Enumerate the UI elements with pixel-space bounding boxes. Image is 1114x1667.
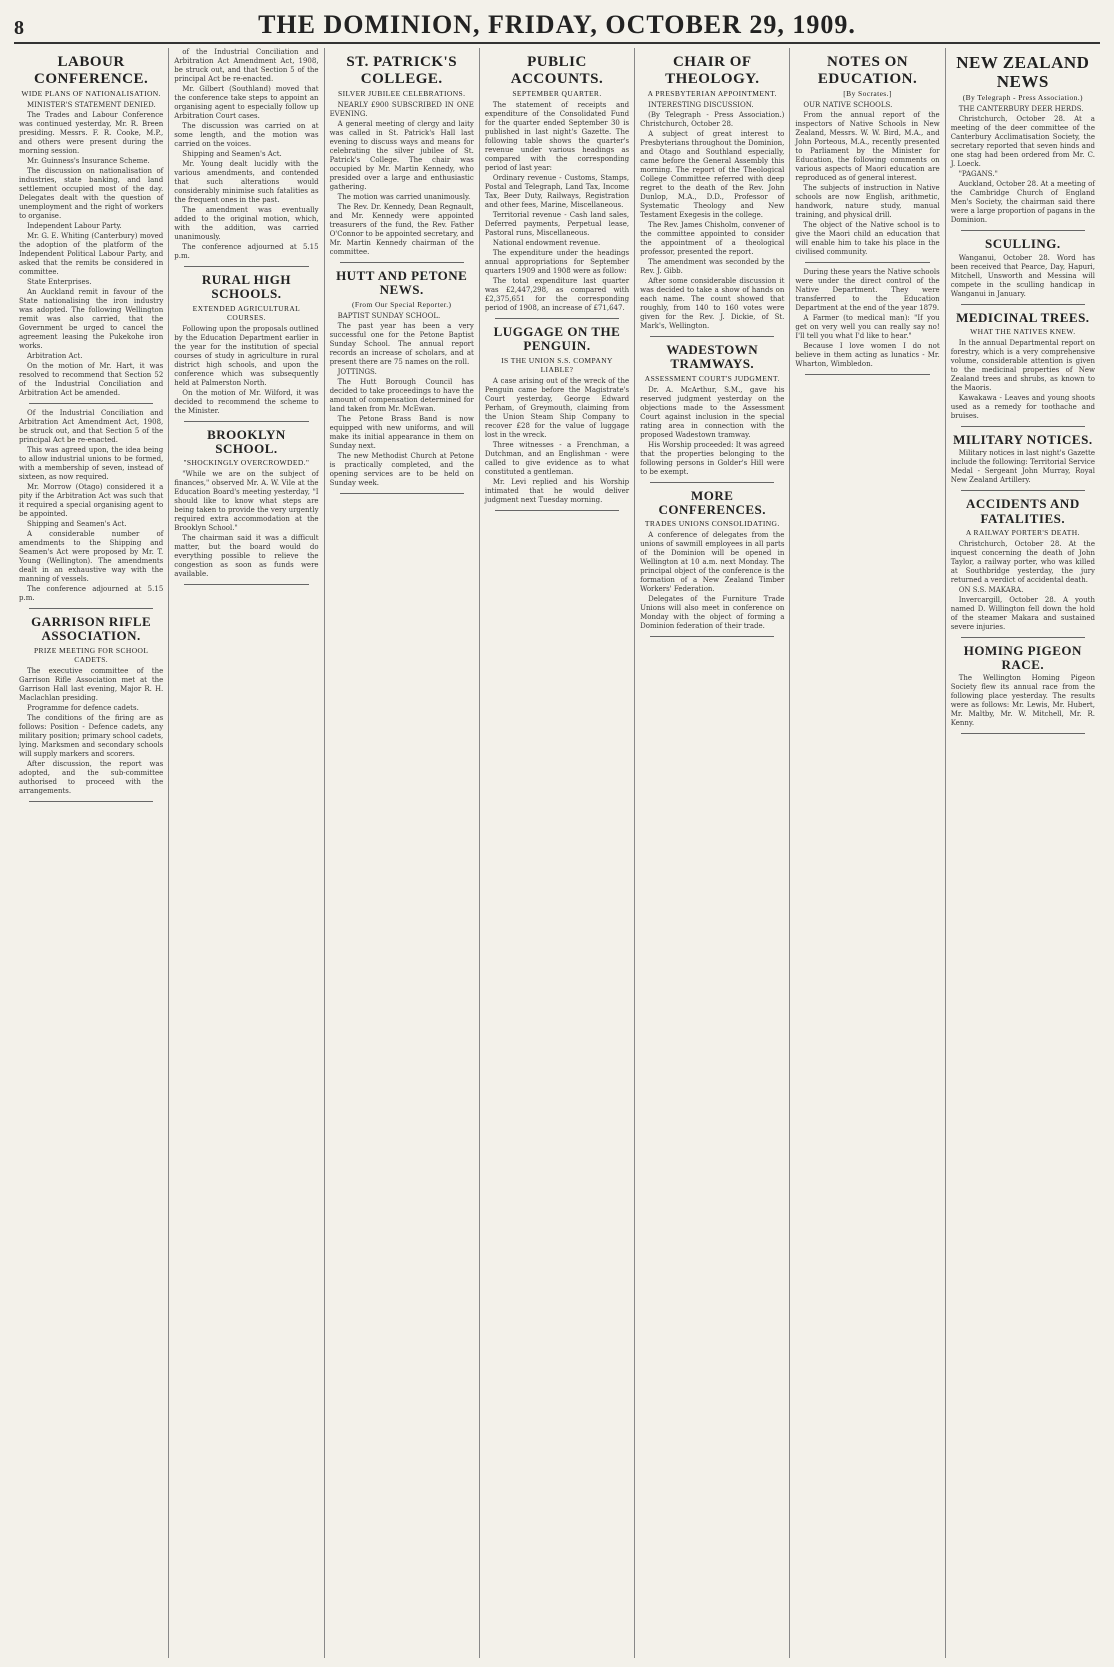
- article-headline: HOMING PIGEON RACE.: [963, 642, 1082, 673]
- article-paragraph: The object of the Native school is to give the Maori child an education that will enable him to take his place in the civilised community.: [795, 221, 940, 256]
- article-body: [19, 101, 163, 398]
- article-headline: MEDICINAL TREES.: [956, 309, 1090, 325]
- article-paragraph: During these years the Native schools were under the direct control of the Native Department. They were transferred to the Education Department at the end of the year 1879.: [795, 268, 940, 312]
- article-paragraph: (By Telegraph - Press Association.) Christchurch, October 28.: [640, 111, 785, 128]
- article-body: [485, 377, 629, 505]
- article-paragraph: INTERESTING DISCUSSION.: [648, 101, 754, 109]
- article-paragraph: Mr. Levi replied and his Worship intimated that he would deliver judgment next Tuesday morning.: [484, 477, 630, 504]
- article-headline: MORE CONFERENCES.: [658, 487, 767, 517]
- article-paragraph: State Enterprises.: [27, 278, 92, 286]
- article-subheading: [By Socrates.]: [843, 89, 892, 98]
- article-paragraph: The expenditure under the headings annual appropriations for September quarters 1909 and 1908 were as follow:: [484, 249, 630, 275]
- article-body: [951, 449, 1095, 485]
- article-headline: LUGGAGE ON THE PENGUIN.: [493, 324, 621, 354]
- article-headline: ST. PATRICK'S COLLEGE.: [346, 54, 458, 87]
- article-body: [330, 101, 474, 257]
- column-5: [635, 48, 790, 1658]
- article-divider: [184, 584, 308, 585]
- article-subheading: WHAT THE NATIVES KNEW.: [970, 326, 1076, 336]
- article-paragraph: An Auckland remit in favour of the State nationalising the iron industry was adopted. The following Wellington remit was also carried, that the Government be urged to cancel the agreement leasing the Pukekohe iron works.: [19, 288, 164, 350]
- article-headline: MILITARY NOTICES.: [953, 431, 1093, 447]
- article-divider: [650, 636, 774, 637]
- article-headline: ACCIDENTS AND FATALITIES.: [965, 496, 1080, 526]
- article-body: [174, 48, 318, 261]
- article-body: [19, 667, 163, 796]
- article-paragraph: BAPTIST SUNDAY SCHOOL.: [337, 311, 441, 320]
- article-paragraph: Dr. A. McArthur, S.M., gave his reserved judgment yesterday on the objections made to the Assessment Court against inclusion in the special rating area in connection with the proposed Wadestown tramway.: [640, 385, 785, 439]
- column-2: [169, 48, 324, 1658]
- masthead: [14, 10, 1100, 44]
- article-paragraph: The conditions of the firing are as follows: Position - Defence cadets, any military position; primary school cadets, lying. Marksmen and secondary schools will supply markers and scorers.: [19, 713, 164, 758]
- article-paragraph: Auckland, October 28. At a meeting of the Cambridge Church of England Men's Society, the chairman said there were a large proportion of pagans in the Dominion.: [950, 180, 1095, 225]
- article-paragraph: The motion was carried unanimously.: [337, 193, 471, 201]
- article-divider: [805, 374, 929, 375]
- article-paragraph: Mr. Morrow (Otago) considered it a pity if the Arbitration Act was such that it required a special organising agent to be appointed.: [19, 483, 164, 518]
- article-divider: [340, 262, 464, 263]
- article-paragraph: In the annual Departmental report on forestry, which is a very comprehensive volume, considerable attention is given to the medicinal properties of New Zealand trees and shrubs, as known to the Maoris.: [950, 338, 1095, 392]
- article-headline: CHAIR OF THEOLOGY.: [665, 54, 760, 87]
- article-divider: [184, 421, 308, 422]
- article-paragraph: Because I love women I do not believe in them acting as lunatics - Mr. Wharton, Wimbledon.: [795, 342, 940, 368]
- article-paragraph: JOTTINGS.: [337, 367, 377, 376]
- article-divider: [961, 637, 1085, 638]
- column-6: [790, 48, 945, 1658]
- column-1: [14, 48, 169, 1658]
- article-divider: [961, 230, 1085, 231]
- article-headline: RURAL HIGH SCHOOLS.: [201, 272, 291, 302]
- article-body: [485, 101, 629, 313]
- article-paragraph: The conference adjourned at 5.15 p.m.: [19, 585, 164, 602]
- article-paragraph: ON S.S. MAKARA.: [958, 585, 1024, 594]
- article-subheading: A PRESBYTERIAN APPOINTMENT.: [647, 89, 777, 98]
- article-divider: [961, 490, 1085, 491]
- article-body: [951, 105, 1095, 225]
- article-paragraph: Arbitration Act.: [27, 352, 83, 360]
- article-paragraph: "PAGANS.": [958, 170, 998, 179]
- article-paragraph: Shipping and Seamen's Act.: [27, 520, 127, 528]
- article-headline: PUBLIC ACCOUNTS.: [510, 54, 604, 87]
- article-paragraph: Mr. Guinness's Insurance Scheme.: [27, 157, 150, 165]
- article-headline: HUTT AND PETONE NEWS.: [336, 268, 468, 298]
- article-subheading: EXTENDED AGRICULTURAL COURSES.: [192, 303, 301, 322]
- article-paragraph: Wanganui, October 28. Word has been received that Pearce, Day, Hapuri, Mitchell, Unsworth and Messina will compete in the sculling handicap in Wanganui in January.: [950, 253, 1095, 298]
- article-paragraph: On the motion of Mr. Hart, it was resolved to recommend that Section 52 of the Industrial Conciliation and Arbitration Act be amended.: [19, 362, 164, 397]
- article-body: [330, 312, 474, 488]
- article-headline: WADESTOWN TRAMWAYS.: [666, 342, 759, 372]
- article-paragraph: Kawakawa - Leaves and young shoots used as a remedy for toothache and bruises.: [950, 393, 1095, 420]
- article-paragraph: THE CANTERBURY DEER HERDS.: [958, 105, 1084, 114]
- newspaper-title: THE DOMINION, FRIDAY, OCTOBER 29, 1909.: [258, 10, 856, 39]
- article-body: [640, 101, 784, 331]
- article-paragraph: From the annual report of the inspectors of Native Schools in New Zealand, Messrs. W. W. Bird, M.A., and John Porteous, M.A., recently presented to Parliament by the Minister for Education, the following comments on various aspects of Maori education are reproduced as of general interest.: [795, 111, 940, 182]
- columns-container: [14, 48, 1100, 1658]
- article-headline: BROOKLYN SCHOOL.: [207, 426, 286, 456]
- article-body: [951, 254, 1095, 299]
- article-subheading: TRADES UNIONS CONSOLIDATING.: [644, 519, 780, 529]
- article-subheading: (From Our Special Reporter.): [351, 299, 452, 309]
- article-paragraph: Mr. G. E. Whiting (Canterbury) moved the adoption of the platform of the Independent Political Labour Party, and asked that the remits be considered in committee.: [19, 232, 164, 276]
- article-subheading: A RAILWAY PORTER'S DEATH.: [965, 527, 1080, 537]
- article-paragraph: The Hutt Borough Council has decided to take proceedings to have the amount of compensation determined for land taken from Mr. McEwan.: [329, 377, 474, 413]
- article-paragraph: OUR NATIVE SCHOOLS.: [803, 101, 893, 109]
- article-paragraph: The chairman said it was a difficult matter, but the board would do everything possible to relieve the congestion as soon as funds were available.: [174, 534, 319, 579]
- article-paragraph: A Farmer (to medical man): "If you get on very well you can really say no! I'll tell you what I'd like to hear.": [795, 314, 940, 340]
- article-divider: [495, 510, 619, 511]
- article-paragraph: A case arising out of the wreck of the Penguin came before the Magistrate's Court yesterday, George Edward Perham, of Greymouth, claiming from the Union Steam Ship Company to recover £28 for the value of luggage lost in the wreck.: [484, 376, 630, 439]
- article-paragraph: Delegates of the Furniture Trade Unions will also meet in conference on Monday with the object of forming a Dominion federation of their trade.: [640, 595, 785, 631]
- article-paragraph: The subjects of instruction in Native schools are now English, arithmetic, handwork, nature study, manual training, and physical drill.: [795, 184, 940, 219]
- article-paragraph: Military notices in last night's Gazette include the following: Territorial Service Medal - Sergeant John Murray, Royal New Zealand Artillery.: [950, 449, 1095, 485]
- column-7: [946, 48, 1100, 1658]
- article-paragraph: After discussion, the report was adopted, and the sub-committee authorised to proceed with the arrangements.: [19, 759, 164, 795]
- article-subheading: SEPTEMBER QUARTER.: [512, 89, 602, 98]
- article-paragraph: of the Industrial Conciliation and Arbitration Act Amendment Act, 1908, be struck out, and that Section 5 of the principal Act be re-enacted.: [174, 48, 319, 83]
- article-paragraph: The statement of receipts and expenditure of the Consolidated Fund for the quarter ended September 30 is published in last night's Gazette. The following table shows the quarter's revenue under various headings as compared with the corresponding period of last year:: [484, 101, 630, 172]
- article-divider: [29, 608, 153, 609]
- article-headline: NOTES ON EDUCATION.: [817, 54, 918, 87]
- article-subheading: WIDE PLANS OF NATIONALISATION.: [21, 89, 161, 98]
- article-paragraph: Programme for defence cadets.: [27, 703, 139, 712]
- article-divider: [961, 304, 1085, 305]
- article-paragraph: A conference of delegates from the unions of sawmill employees in all parts of the Dominion will be opened in Wellington at 10 a.m. next Monday. The principal object of the conference is the formation of a New Zealand Timber Workers' Federation.: [640, 531, 785, 594]
- article-subheading: (By Telegraph - Press Association.): [962, 93, 1083, 103]
- article-body: [951, 540, 1095, 632]
- article-subheading: IS THE UNION S.S. COMPANY LIABLE?: [501, 355, 613, 374]
- article-paragraph: The total expenditure last quarter was £2,447,298, as compared with £2,375,651 for the corresponding period of 1908, an increase of £71,647.: [484, 277, 630, 312]
- article-divider: [805, 262, 929, 263]
- article-paragraph: The conference adjourned at 5.15 p.m.: [174, 243, 319, 260]
- page-number: 8: [14, 17, 24, 39]
- article-paragraph: Mr. Young dealt lucidly with the various amendments, and contended that such alterations would considerably minimise such fatalities as the frequent ones in the past.: [174, 160, 319, 204]
- article-paragraph: The past year has been a very successful one for the Petone Baptist Sunday School. The annual report records an increase of scholars, and at present there are 75 names on the roll.: [329, 321, 474, 366]
- article-paragraph: Three witnesses - a Frenchman, a Dutchman, and an Englishman - were called to give evidence as to what constituted a gentleman.: [484, 440, 630, 476]
- article-paragraph: The discussion on nationalisation of industries, state banking, and land settlement occupied most of the day. Delegates dealt with the question of unemployment and the right of workers to organise.: [19, 167, 164, 220]
- article-body: [640, 386, 784, 477]
- article-divider: [650, 482, 774, 483]
- article-paragraph: The Rev. James Chisholm, convener of the committee appointed to consider the appointment of a theological professor, presented the report.: [640, 221, 785, 256]
- article-paragraph: Territorial revenue - Cash land sales, Deferred payments, Perpetual lease, Pastoral runs, Miscellaneous.: [484, 211, 630, 237]
- article-divider: [961, 426, 1085, 427]
- article-paragraph: The Petone Brass Band is now equipped with new uniforms, and will make its initial appearance in them on Sunday next.: [329, 414, 474, 450]
- article-body: [795, 268, 939, 369]
- article-paragraph: Ordinary revenue - Customs, Stamps, Postal and Telegraph, Land Tax, Income Tax, Beer Duty, Railways, Registration and other fees, Marine, Miscellaneous.: [484, 174, 630, 209]
- article-body: [19, 409, 163, 603]
- article-paragraph: The discussion was carried on at some length, and the motion was carried on the voices.: [174, 122, 319, 148]
- article-paragraph: The amendment was seconded by the Rev. J. Gibb.: [640, 258, 785, 275]
- article-paragraph: Mr. Gilbert (Southland) moved that the conference take steps to appoint an organising agent to especially follow up Arbitration Court cases.: [174, 85, 319, 120]
- article-paragraph: The Trades and Labour Conference was continued yesterday, Mr. R. Breen presiding. Messrs. F. R. Cooke, M.P., and others were present during the morning session.: [19, 111, 164, 155]
- article-divider: [650, 336, 774, 337]
- article-headline: LABOUR CONFERENCE.: [34, 54, 149, 87]
- article-subheading: PRIZE MEETING FOR SCHOOL CADETS.: [33, 645, 149, 664]
- article-body: [174, 325, 318, 416]
- article-paragraph: National endowment revenue.: [492, 239, 601, 247]
- article-headline: SCULLING.: [984, 236, 1061, 252]
- article-headline: NEW ZEALAND NEWS: [956, 53, 1090, 91]
- article-paragraph: The amendment was eventually added to the original motion, which, with the addition, was carried unanimously.: [174, 206, 319, 241]
- article-subheading: ASSESSMENT COURT'S JUDGMENT.: [644, 373, 780, 383]
- article-paragraph: The executive committee of the Garrison Rifle Association met at the Garrison Hall last evening, Major R. H. Maclachlan presiding.: [19, 666, 164, 702]
- article-paragraph: A general meeting of clergy and laity was called in St. Patrick's Hall last evening to discuss ways and means for celebrating the silver jubilee of St. Patrick's College. The chair was occupied by Mr. Martin Kennedy, who presided over a large and enthusiastic gathering.: [329, 120, 474, 191]
- article-body: [795, 101, 939, 257]
- article-paragraph: A subject of great interest to Presbyterians throughout the Dominion, and Otago and Southland especially, came before the General Assembly this morning. The report of the Theological College Committee referred with deep regret to the death of the Rev. John Dunlop, M.A., D.D., Professor of Systematic Theology and New Testament Exegesis in the college.: [640, 130, 785, 219]
- article-paragraph: "While we are on the subject of finances," observed Mr. A. W. Vile at the Education Board's meeting yesterday, "I should like to know what steps are being taken to provide the very urgently required extra accommodation at the Brooklyn School.": [174, 470, 319, 533]
- article-body: [174, 470, 318, 579]
- article-divider: [184, 266, 308, 267]
- article-body: [951, 339, 1095, 421]
- article-paragraph: After some considerable discussion it was decided to take a show of hands on each name. The count showed that roughly, from 140 to 160 votes were given for the Rev. J. Dickie, of St. Mark's, Wellington.: [640, 277, 785, 330]
- article-paragraph: On the motion of Mr. Wilford, it was decided to recommend the scheme to the Minister.: [174, 388, 319, 415]
- article-body: [640, 531, 784, 631]
- article-divider: [495, 318, 619, 319]
- article-paragraph: Following upon the proposals outlined by the Education Department earlier in the year for the institution of special courses of study in agriculture in rural district high schools, and upon the conference which was subsequently held at Palmerston North.: [174, 324, 319, 387]
- article-divider: [961, 733, 1085, 734]
- article-paragraph: Shipping and Seamen's Act.: [182, 150, 282, 158]
- article-paragraph: Christchurch, October 28. At a meeting of the deer committee of the Canterbury Acclimatisation Society, the secretary reported that seven hinds and one stag had been ordered from Mr. C. J. Loeck.: [950, 115, 1095, 169]
- column-3: [325, 48, 480, 1658]
- article-subheading: SILVER JUBILEE CELEBRATIONS.: [338, 89, 466, 98]
- article-headline: GARRISON RIFLE ASSOCIATION.: [31, 614, 152, 644]
- article-paragraph: The Wellington Homing Pigeon Society flew its annual race from the following place yesterday. The results were as follows: Mr. Lewis, Mr. Hubert, Mr. Maltby, Mr. W. Mitchell, Mr. R. Kenny.: [950, 674, 1095, 728]
- article-body: [951, 674, 1095, 728]
- column-4: [480, 48, 635, 1658]
- article-paragraph: Independent Labour Party.: [27, 222, 122, 230]
- article-divider: [29, 403, 153, 404]
- article-paragraph: MINISTER'S STATEMENT DENIED.: [27, 101, 156, 109]
- article-paragraph: The new Methodist Church at Petone is practically completed, and the opening services are to be held on Sunday week.: [329, 451, 474, 487]
- article-divider: [29, 801, 153, 802]
- article-paragraph: A considerable number of amendments to the Shipping and Seamen's Act were proposed by Mr. T. Young (Wellington). The amendments dealt in an exhaustive way with the manning of vessels.: [19, 530, 164, 583]
- article-paragraph: Christchurch, October 28. At the inquest concerning the death of John Taylor, a railway porter, who was killed at Southbridge yesterday, the jury returned a verdict of accidental death.: [950, 539, 1095, 584]
- article-paragraph: His Worship proceeded: It was agreed that the properties belonging to the following persons in Golder's Hill were to be exempt.: [640, 440, 785, 476]
- article-paragraph: Invercargill, October 28. A youth named D. Willington fell down the hold of the steamer Makara and sustained severe injuries.: [950, 595, 1095, 631]
- article-paragraph: The Rev. Dr. Kennedy, Dean Regnault, and Mr. Kennedy were appointed treasurers of the fund, the Rev. Father O'Connor to be appointed secretary, and Mr. Martin Kennedy chairman of the committee.: [329, 203, 474, 256]
- article-divider: [340, 493, 464, 494]
- article-paragraph: This was agreed upon, the idea being to allow industrial unions to be formed, with a membership of seven, instead of sixteen, as now required.: [19, 446, 164, 481]
- article-paragraph: NEARLY £900 SUBSCRIBED IN ONE EVENING.: [329, 101, 474, 118]
- article-paragraph: Of the Industrial Conciliation and Arbitration Act Amendment Act, 1908, be struck out, and that Section 5 of the principal Act be re-enacted.: [19, 409, 164, 444]
- article-subheading: "SHOCKINGLY OVERCROWDED.": [183, 458, 310, 468]
